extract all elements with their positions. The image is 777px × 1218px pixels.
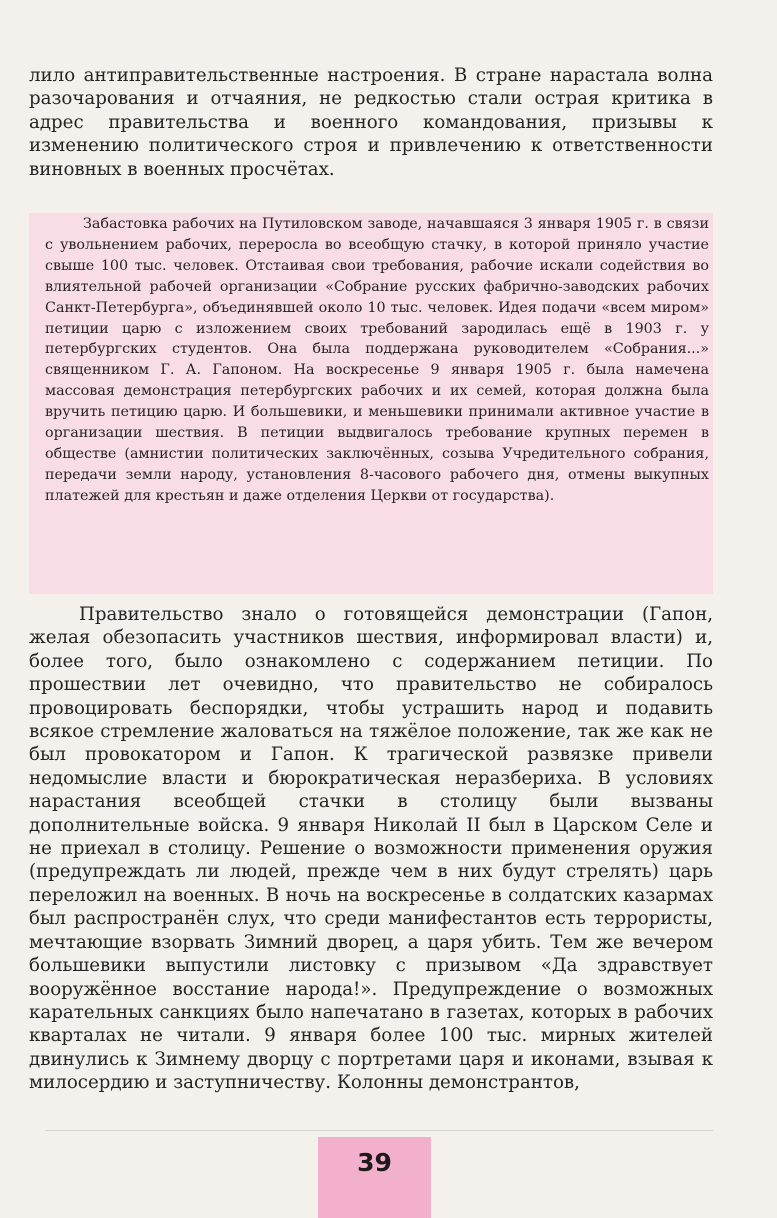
body-paragraph: Правительство знало о готовящейся демонстрации (Гапон, желая обезопасить участников шествия, информировал власти) и, более того, было ознакомлено с содержанием петиции. По прошествии лет очевидно, что правительство не собиралось провоцировать беспорядки, чтобы устрашить народ и подавить всякое стремление жаловаться на тяжёлое положение, так же как не был провокатором и Гапон. К трагической развязке привели недомыслие власти и бюрократическая неразбериха. В условиях нарастания всеобщей стачки в столицу были вызваны дополнительные войска. 9 января Николай II был в Царском Селе и не приехал в столицу. Решение о возможности применения оружия (предупреждать ли людей, прежде чем в них будут стрелять) царь переложил на военных. В ночь на воскресенье в солдатских казармах был распространён слух, что среди манифестантов есть террористы, мечтающие взорвать Зимний дворец, а царя убить. Тем же вечером большевики выпустили листовку с призывом «Да здравствует вооружённое восстание народа!». Предупреждение о возможных карательных санкциях было напечатано в газетах, которых в рабочих кварталах не читали. 9 января более 100 тыс. мирных жителей двинулись к Зимнему дворцу с портретами царя и иконами, взывая к милосердию и заступничеству. Колонны демонстрантов, — [29, 604, 713, 1094]
highlighted-paragraph-small-print: Забастовка рабочих на Путиловском заводе, начавшаяся 3 января 1905 г. в связи с увольнением рабочих, переросла во всеобщую стачку, в которой приняло участие свыше 100 тыс. человек. Отстаивая свои требования, рабочие искали содействия во влиятельной рабочей организации «Собрание русских фабрично-заводских рабочих Санкт-Петербурга», объединявшей около 10 тыс. человек. Идея подачи «всем миром» петиции царю с изложением своих требований зародилась ещё в 1903 г. у петербургских студентов. Она была поддержана руководителем «Собрания...» священником Г. А. Гапоном. На воскресенье 9 января 1905 г. была намечена массовая демонстрация петербургских рабочих и их семей, которая должна была вручить петицию царю. И большевики, и меньшевики принимали активное участие в организации шествия. В петиции выдвигалось требование крупных перемен в обществе (амнистии политических заключённых, созыва Учредительного собрания, передачи земли народу, установления 8-часового рабочего дня, отмены выкупных платежей для крестьян и даже отделения Церкви от государства). — [45, 216, 709, 504]
body-paragraph-continued: лило антиправительственные настроения. В стране нарастала волна разочарования и отчаяния, не редкостью стали острая критика в адрес правительства и военного командования, призывы к изменению политического строя и привлечению к ответственности виновных в военных просчётах. — [29, 65, 713, 180]
footer-divider — [45, 1130, 713, 1131]
page-number-badge — [318, 1137, 431, 1218]
page-number: 39 — [357, 1148, 392, 1177]
